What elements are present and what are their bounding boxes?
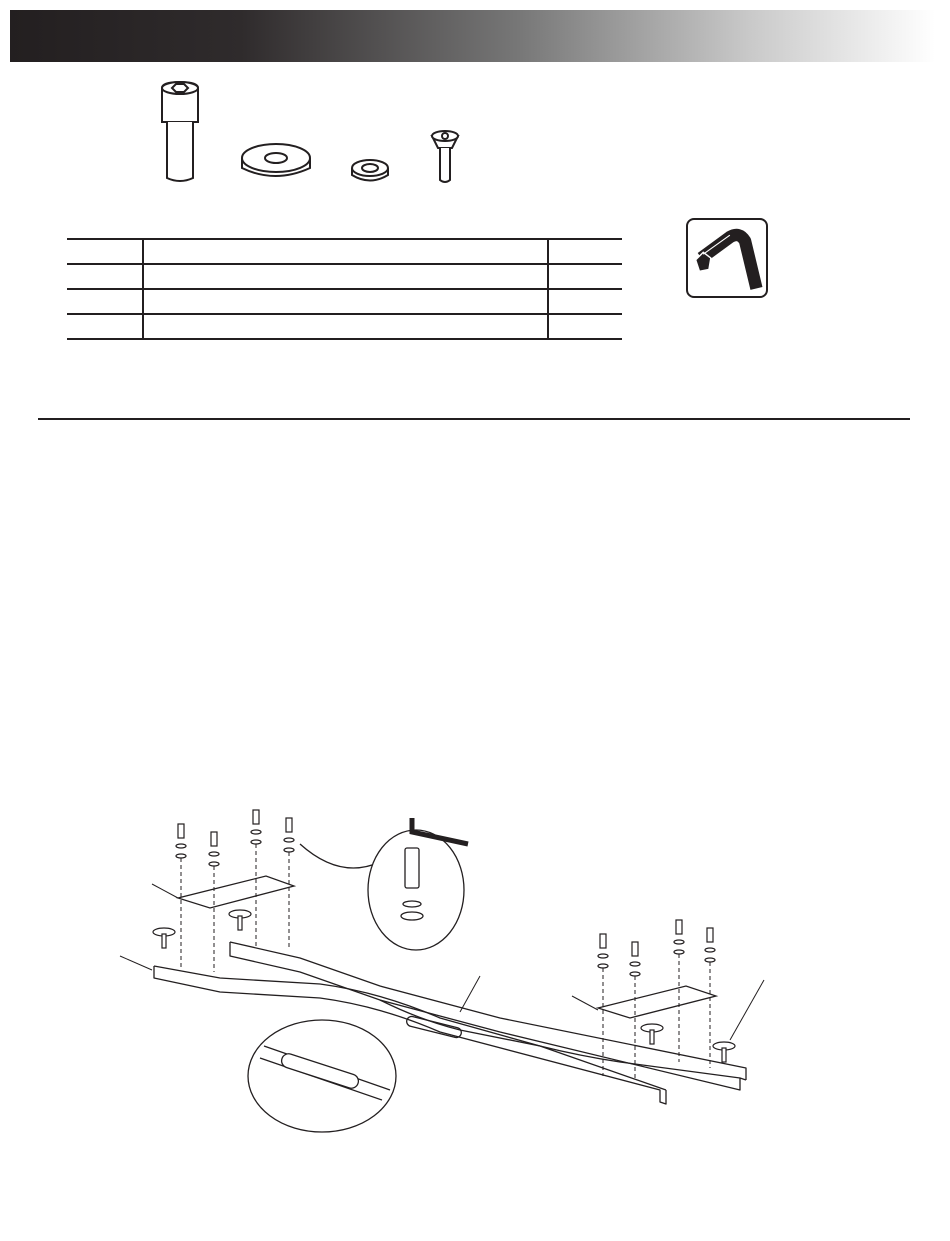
- part-description-cell: [143, 239, 548, 264]
- bolts-left: [176, 810, 294, 866]
- table-row: [67, 314, 622, 339]
- part-id-cell: [67, 264, 143, 289]
- part-qty-cell: [548, 264, 622, 289]
- part-description-cell: [143, 264, 548, 289]
- socket-head-bolt-icon: [162, 82, 198, 181]
- table-row: [67, 239, 622, 264]
- section-divider: [38, 418, 910, 420]
- table-row: [67, 264, 622, 289]
- part-id-cell: [67, 314, 143, 339]
- instructions-text: [38, 430, 910, 790]
- header-bar: [10, 10, 935, 62]
- parts-table: [67, 238, 622, 340]
- detail-callout-label: [248, 1020, 396, 1132]
- part-description-cell: [143, 314, 548, 339]
- flat-washer-icon: [242, 144, 310, 176]
- detail-callout-hardware: [300, 818, 468, 950]
- part-id-cell: [67, 239, 143, 264]
- part-qty-cell: [548, 239, 622, 264]
- bolts-right: [598, 920, 715, 976]
- part-description-cell: [143, 289, 548, 314]
- table-row: [67, 289, 622, 314]
- flat-head-screw-icon: [432, 131, 458, 182]
- part-qty-cell: [548, 289, 622, 314]
- frame-rails: [154, 942, 746, 1104]
- mounting-plate-left: [178, 876, 294, 908]
- mounting-plate-right: [598, 986, 716, 1018]
- lock-washer-icon: [352, 160, 388, 181]
- tool-box: [686, 218, 768, 298]
- part-qty-cell: [548, 314, 622, 339]
- allen-wrench-icon: [688, 220, 766, 296]
- part-id-cell: [67, 289, 143, 314]
- base-frame-assembly-diagram: [100, 800, 800, 1140]
- hardware-illustrations: [140, 78, 500, 198]
